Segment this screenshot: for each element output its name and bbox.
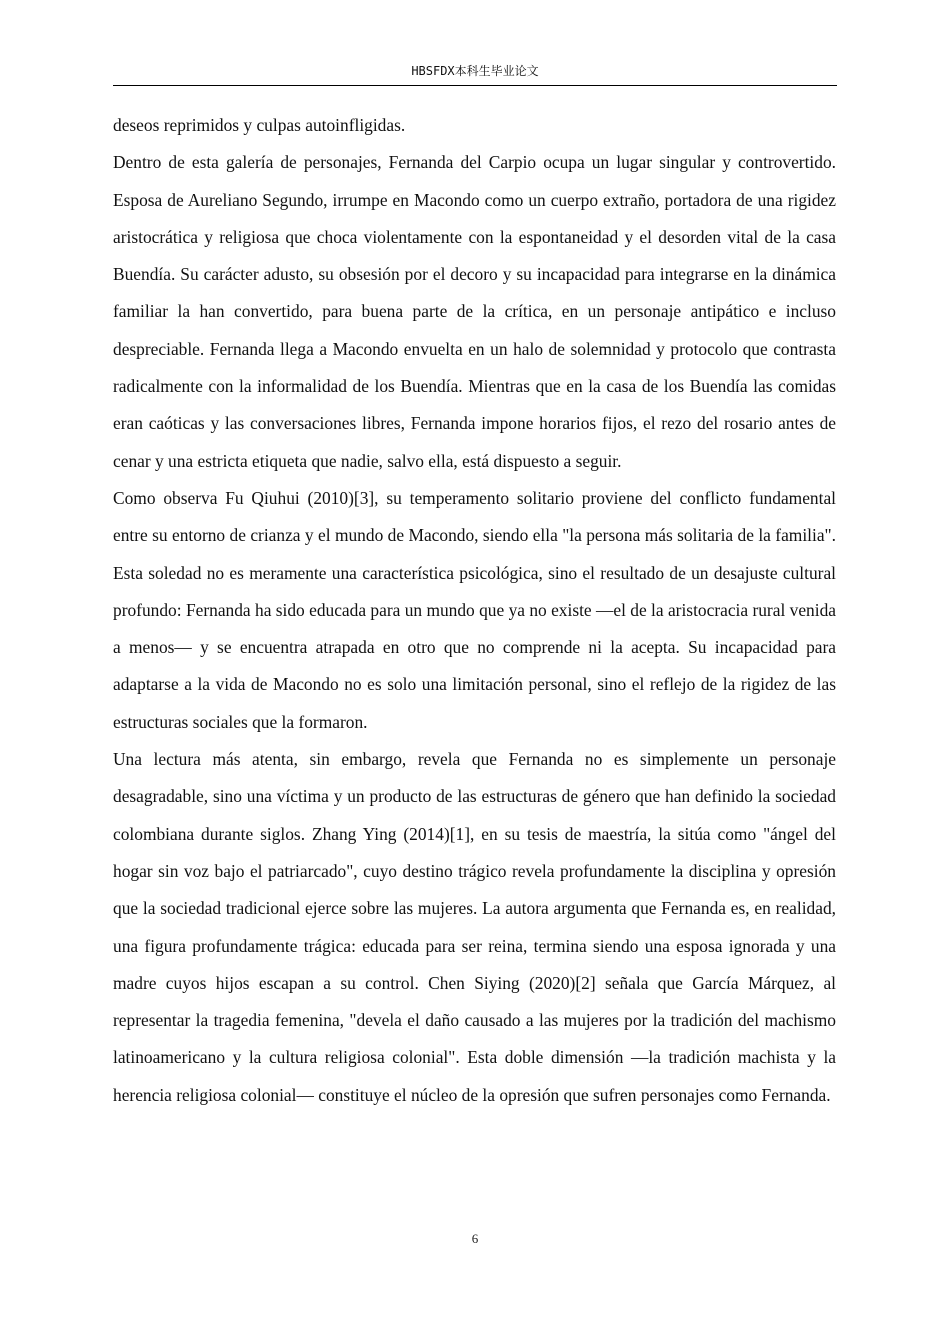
paragraph-fernanda-intro: Dentro de esta galería de personajes, Fernanda del Carpio ocupa un lugar singular y controvertido. Esposa de Aureliano Segundo, irrumpe en Macondo como un cuerpo extraño, portadora de una rigidez aristocrática y religiosa que choca violentamente con la espontaneidad y el desorden vital de la casa Buendía. Su carácter adusto, su obsesión por el decoro y su incapacidad para integrarse en la dinámica familiar la han convertido, para buena parte de la crítica, en un personaje antipático e incluso despreciable. Fernanda llega a Macondo envuelta en un halo de solemnidad y protocolo que contrasta radicalmente con la informalidad de los Buendía. Mientras que en la casa de los Buendía las comidas eran caóticas y las conversaciones libres, Fernanda impone horarios fijos, el rezo del rosario antes de cenar y una estricta etiqueta que nadie, salvo ella, está dispuesto a seguir.: [113, 152, 836, 471]
paragraph-continuation: deseos reprimidos y culpas autoinfligidas.: [113, 115, 406, 135]
page-number: 6: [471, 1231, 479, 1246]
header-divider: [113, 85, 837, 86]
running-header: HBSFDX本科生毕业论文: [411, 64, 539, 78]
body-text: [113, 107, 836, 1114]
paragraph-gender-structures: Una lectura más atenta, sin embargo, revela que Fernanda no es simplemente un personaje desagradable, sino una víctima y un producto de las estructuras de género que han definido la sociedad colombiana durante siglos. Zhang Ying (2014)[1], en su tesis de maestría, la sitúa como "ángel del hogar sin voz bajo el patriarcado", cuyo destino trágico revela profundamente la disciplina y opresión que la sociedad tradicional ejerce sobre las mujeres. La autora argumenta que Fernanda es, en realidad, una figura profundamente trágica: educada para ser reina, termina siendo una esposa ignorada y una madre cuyos hijos escapan a su control. Chen Siying (2020)[2] señala que García Márquez, al representar la tragedia femenina, "devela el daño causado a las mujeres por la tradición del machismo latinoamericano y la cultura religiosa colonial". Esta doble dimensión —la tradición machista y la herencia religiosa colonial— constituye el núcleo de la opresión que sufren personajes como Fernanda.: [113, 749, 836, 1105]
paragraph-fu-qiuhui: Como observa Fu Qiuhui (2010)[3], su temperamento solitario proviene del conflicto fundamental entre su entorno de crianza y el mundo de Macondo, siendo ella "la persona más solitaria de la familia". Esta soledad no es meramente una característica psicológica, sino el resultado de un desajuste cultural profundo: Fernanda ha sido educada para un mundo que ya no existe —el de la aristocracia rural venida a menos— y se encuentra atrapada en otro que no comprende ni la acepta. Su incapacidad para adaptarse a la vida de Macondo no es solo una limitación personal, sino el reflejo de la rigidez de las estructuras sociales que la formaron.: [113, 487, 836, 732]
